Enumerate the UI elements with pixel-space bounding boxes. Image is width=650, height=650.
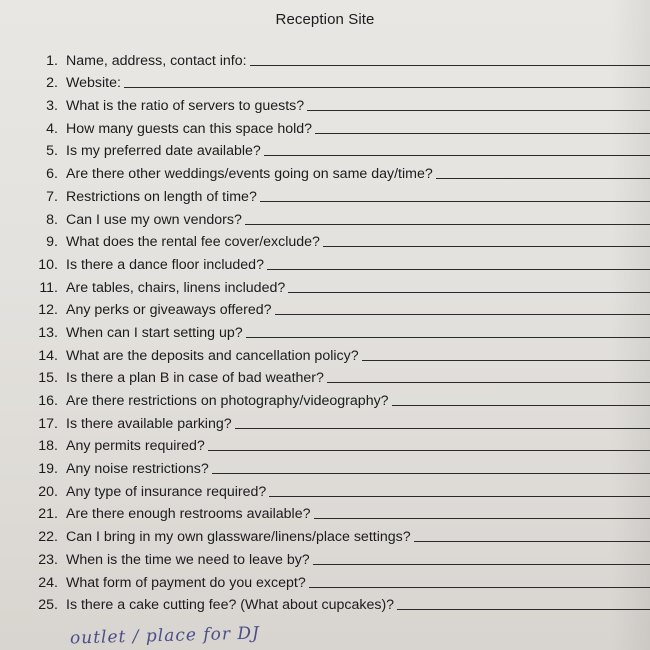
item-number: 2. bbox=[46, 75, 58, 92]
item-question: What is the ratio of servers to guests? bbox=[66, 98, 305, 115]
answer-line bbox=[212, 472, 650, 474]
item-number: 14. bbox=[38, 347, 58, 364]
list-item bbox=[0, 296, 650, 319]
item-question: Is there a cake cutting fee? (What about cupcakes)? bbox=[66, 597, 395, 614]
item-question: Restrictions on length of time? bbox=[66, 188, 257, 205]
answer-line bbox=[275, 313, 650, 315]
list-item bbox=[0, 159, 650, 182]
answer-line bbox=[246, 336, 650, 338]
list-item bbox=[0, 69, 650, 92]
answer-line bbox=[362, 359, 650, 361]
item-number: 16. bbox=[38, 393, 58, 409]
item-question: Are tables, chairs, linens included? bbox=[66, 279, 286, 296]
item-question: How many guests can this space hold? bbox=[66, 120, 313, 137]
answer-line bbox=[315, 132, 650, 134]
answer-line bbox=[260, 200, 650, 202]
list-item bbox=[0, 318, 650, 341]
item-question: Is there a plan B in case of bad weather? bbox=[66, 370, 324, 387]
answer-line bbox=[397, 608, 650, 610]
question-list bbox=[0, 46, 650, 613]
list-item bbox=[0, 205, 650, 228]
item-question: Any type of insurance required? bbox=[66, 483, 267, 500]
page-title: Reception Site bbox=[275, 11, 375, 28]
list-item bbox=[0, 386, 650, 409]
list-item bbox=[0, 454, 650, 477]
list-item bbox=[0, 228, 650, 251]
item-number: 17. bbox=[38, 415, 58, 432]
answer-line bbox=[436, 177, 650, 179]
answer-line bbox=[245, 223, 650, 225]
item-question: What are the deposits and cancellation policy? bbox=[66, 347, 359, 364]
answer-line bbox=[307, 109, 650, 111]
answer-line bbox=[208, 449, 650, 451]
item-number: 21. bbox=[38, 506, 58, 523]
item-question: Are there restrictions on photography/videography? bbox=[66, 393, 389, 409]
item-number: 15. bbox=[38, 370, 58, 387]
item-number: 23. bbox=[38, 551, 58, 568]
item-question: Is there available parking? bbox=[66, 415, 232, 432]
item-number: 9. bbox=[46, 234, 58, 251]
list-item bbox=[0, 341, 650, 364]
answer-line bbox=[327, 381, 650, 383]
item-question: Is my preferred date available? bbox=[66, 143, 261, 160]
item-question: Can I bring in my own glassware/linens/place settings? bbox=[66, 529, 411, 546]
answer-line bbox=[269, 495, 650, 497]
list-item bbox=[0, 545, 650, 568]
item-number: 10. bbox=[38, 256, 58, 273]
answer-line bbox=[392, 404, 650, 406]
item-number: 5. bbox=[46, 143, 58, 160]
list-item bbox=[0, 500, 650, 523]
answer-line bbox=[264, 154, 650, 156]
item-question: Can I use my own vendors? bbox=[66, 211, 242, 228]
item-question: Name, address, contact info: bbox=[66, 52, 247, 69]
item-question: Are there other weddings/events going on same day/time? bbox=[66, 166, 433, 183]
answer-line bbox=[288, 291, 650, 293]
item-question: What form of payment do you except? bbox=[66, 574, 306, 591]
list-item bbox=[0, 250, 650, 273]
answer-line bbox=[124, 86, 650, 88]
handwritten-note: outlet / place for DJ bbox=[69, 623, 261, 649]
item-number: 19. bbox=[38, 461, 58, 478]
answer-line bbox=[414, 540, 650, 542]
item-number: 18. bbox=[38, 438, 58, 455]
list-item bbox=[0, 114, 650, 137]
answer-line bbox=[309, 586, 650, 588]
answer-line bbox=[323, 245, 650, 247]
list-item bbox=[0, 91, 650, 114]
list-item bbox=[0, 477, 650, 500]
list-item bbox=[0, 568, 650, 591]
list-item bbox=[0, 432, 650, 455]
item-number: 13. bbox=[38, 324, 58, 341]
item-question: Any permits required? bbox=[66, 438, 205, 455]
list-item bbox=[0, 522, 650, 545]
item-number: 6. bbox=[46, 166, 58, 183]
item-number: 12. bbox=[38, 302, 58, 319]
item-number: 25. bbox=[38, 597, 58, 614]
item-number: 7. bbox=[46, 188, 58, 205]
item-question: Are there enough restrooms available? bbox=[66, 506, 311, 523]
list-item bbox=[0, 364, 650, 387]
answer-line bbox=[313, 563, 650, 565]
item-question: What does the rental fee cover/exclude? bbox=[66, 234, 320, 251]
list-item bbox=[0, 137, 650, 160]
answer-line bbox=[267, 268, 650, 270]
item-number: 20. bbox=[38, 483, 58, 500]
item-number: 1. bbox=[46, 52, 58, 69]
item-question: When is the time we need to leave by? bbox=[66, 551, 310, 568]
list-item bbox=[0, 273, 650, 296]
item-number: 8. bbox=[46, 211, 58, 228]
list-item bbox=[0, 409, 650, 432]
item-question: Website: bbox=[66, 75, 121, 92]
answer-line bbox=[250, 64, 650, 66]
item-number: 24. bbox=[38, 574, 58, 591]
list-item bbox=[0, 591, 650, 614]
item-question: Any perks or giveaways offered? bbox=[66, 302, 272, 319]
list-item bbox=[0, 46, 650, 69]
item-number: 4. bbox=[46, 120, 58, 137]
item-question: Any noise restrictions? bbox=[66, 461, 209, 478]
item-number: 11. bbox=[39, 279, 58, 296]
answer-line bbox=[235, 427, 650, 429]
item-question: Is there a dance floor included? bbox=[66, 256, 264, 273]
item-number: 3. bbox=[46, 98, 58, 115]
answer-line bbox=[314, 517, 650, 519]
list-item bbox=[0, 182, 650, 205]
item-question: When can I start setting up? bbox=[66, 324, 243, 341]
item-number: 22. bbox=[38, 529, 58, 546]
